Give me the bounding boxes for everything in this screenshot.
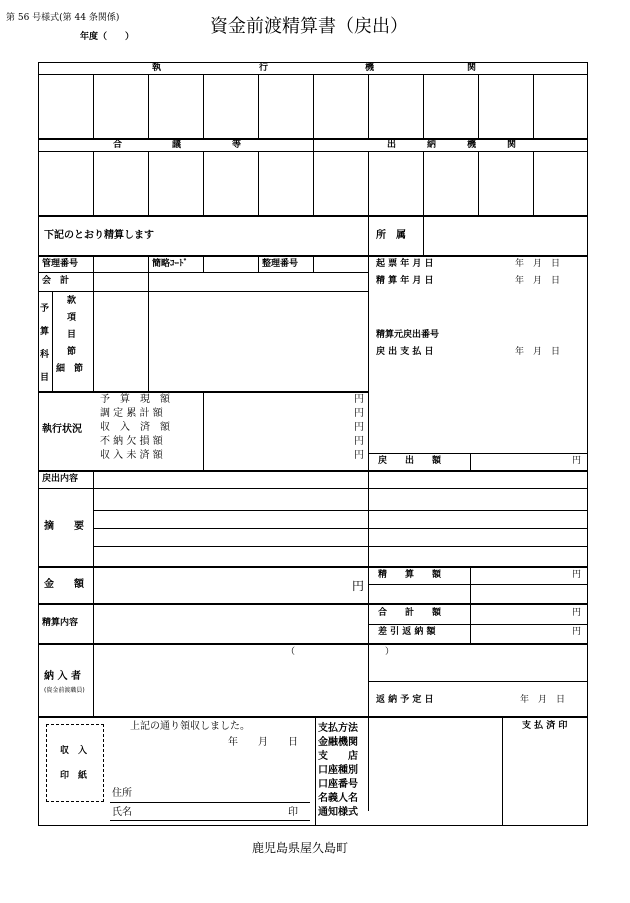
tekiyo-label: 摘 要 bbox=[44, 521, 84, 532]
kamoku-saisetsu: 細 節 bbox=[56, 364, 84, 374]
name-label: 氏名 bbox=[112, 807, 132, 818]
received-date: 年 月 日 bbox=[228, 737, 298, 748]
shikko-label-2: 行 bbox=[259, 63, 269, 73]
status-yen-4: 円 bbox=[354, 436, 364, 447]
yosan-kamoku-4: 目 bbox=[40, 373, 50, 383]
seiri-bango-label: 整理番号 bbox=[262, 259, 299, 269]
status-item-1: 予 算 現 額 bbox=[100, 394, 170, 405]
status-yen-1: 円 bbox=[354, 394, 364, 405]
reishutsu-gaku-label: 戻 出 額 bbox=[378, 456, 442, 466]
yosan-kamoku-2: 算 bbox=[40, 327, 50, 337]
suitou-label-2: 納 bbox=[427, 140, 437, 150]
payment-field-5: 口座番号 bbox=[318, 779, 358, 790]
status-item-5: 収 入 未 済 額 bbox=[100, 450, 163, 461]
henno-date-label: 返 納 予 定 日 bbox=[376, 695, 434, 705]
henno-date-value: 年 月 日 bbox=[520, 695, 566, 705]
settle-statement: 下記のとおり精算します bbox=[44, 230, 154, 241]
seisan-gaku-label: 精 算 額 bbox=[378, 570, 442, 580]
shikko-label-3: 機 bbox=[365, 63, 375, 73]
stamp-label-2: 印 紙 bbox=[60, 771, 88, 781]
nounyusha-label: 納 入 者 bbox=[44, 671, 81, 682]
paid-stamp-label: 支 払 済 印 bbox=[522, 721, 568, 731]
seisan-date-value: 年 月 日 bbox=[515, 276, 561, 286]
seisan-naiyo-label: 精算内容 bbox=[42, 618, 79, 628]
address-label: 住所 bbox=[112, 788, 132, 799]
suitou-label-3: 機 bbox=[467, 140, 477, 150]
gogi-label-3: 等 bbox=[232, 140, 242, 150]
payment-field-6: 名義人名 bbox=[318, 793, 358, 804]
seisan-moto-no-label: 精算元戻出番号 bbox=[376, 330, 440, 340]
sashihiki-label: 差 引 返 納 額 bbox=[378, 627, 436, 637]
status-yen-2: 円 bbox=[354, 408, 364, 419]
kihyo-date-value: 年 月 日 bbox=[515, 259, 561, 269]
kamoku-moku: 目 bbox=[67, 330, 77, 340]
gogi-label-2: 議 bbox=[172, 140, 182, 150]
reishutsu-gaku-yen: 円 bbox=[572, 456, 582, 466]
shozoku-label: 所 属 bbox=[376, 230, 406, 241]
kanri-bango-label: 管理番号 bbox=[42, 259, 79, 269]
revenue-stamp-box bbox=[46, 724, 104, 802]
nounyusha-paren: （ ） bbox=[286, 647, 395, 657]
stamp-label-1: 収 入 bbox=[60, 746, 88, 756]
suitou-label-1: 出 bbox=[387, 140, 397, 150]
gokei-gaku-label: 合 計 額 bbox=[378, 608, 442, 618]
kamoku-kan: 款 bbox=[67, 296, 77, 306]
nounyusha-sub: (資金前渡職員) bbox=[44, 687, 85, 694]
seisan-gaku-yen: 円 bbox=[572, 570, 582, 580]
gogi-label-1: 合 bbox=[113, 140, 123, 150]
sashihiki-yen: 円 bbox=[572, 627, 582, 637]
status-yen-3: 円 bbox=[354, 422, 364, 433]
shikko-jokyo-label: 執行状況 bbox=[42, 424, 82, 435]
payment-field-2: 金融機関 bbox=[318, 737, 358, 748]
kingaku-yen: 円 bbox=[352, 579, 365, 593]
received-text: 上記の通り領収しました。 bbox=[130, 721, 250, 732]
suitou-label-4: 関 bbox=[507, 140, 517, 150]
reishutsu-naiyo-label: 戻出内容 bbox=[42, 474, 79, 484]
yosan-kamoku-3: 科 bbox=[40, 350, 50, 360]
status-item-2: 調 定 累 計 額 bbox=[100, 408, 163, 419]
status-item-4: 不 納 欠 損 額 bbox=[100, 436, 163, 447]
payment-field-1: 支払方法 bbox=[318, 723, 358, 734]
kanryaku-code-label: 簡略ｺｰﾄﾞ bbox=[152, 259, 189, 269]
status-yen-5: 円 bbox=[354, 450, 364, 461]
kamoku-setsu: 節 bbox=[67, 347, 77, 357]
reishutsu-date-value: 年 月 日 bbox=[515, 347, 561, 357]
kamoku-kou: 項 bbox=[67, 313, 77, 323]
fiscal-year: 年度（ ） bbox=[80, 32, 135, 42]
shikko-label-4: 関 bbox=[467, 63, 477, 73]
gokei-gaku-yen: 円 bbox=[572, 608, 582, 618]
reishutsu-date-label: 戻 出 支 払 日 bbox=[376, 347, 434, 357]
seisan-date-label: 精 算 年 月 日 bbox=[376, 276, 434, 286]
status-item-3: 収 入 済 額 bbox=[100, 422, 170, 433]
kihyo-date-label: 起 票 年 月 日 bbox=[376, 259, 434, 269]
shikko-label-1: 執 bbox=[152, 63, 162, 73]
municipality-name: 鹿児島県屋久島町 bbox=[252, 841, 349, 855]
kingaku-label: 金 額 bbox=[44, 579, 84, 590]
seal-mark: 印 bbox=[288, 807, 298, 818]
page-title: 資金前渡精算書（戻出） bbox=[210, 16, 408, 37]
payment-field-7: 通知様式 bbox=[318, 807, 358, 818]
yosan-kamoku-1: 予 bbox=[40, 304, 50, 314]
form-number: 第 56 号様式(第 44 条関係) bbox=[6, 13, 120, 23]
payment-field-3: 支 店 bbox=[318, 751, 358, 762]
payment-field-4: 口座種別 bbox=[318, 765, 358, 776]
kaikei-label: 会 計 bbox=[42, 276, 70, 286]
